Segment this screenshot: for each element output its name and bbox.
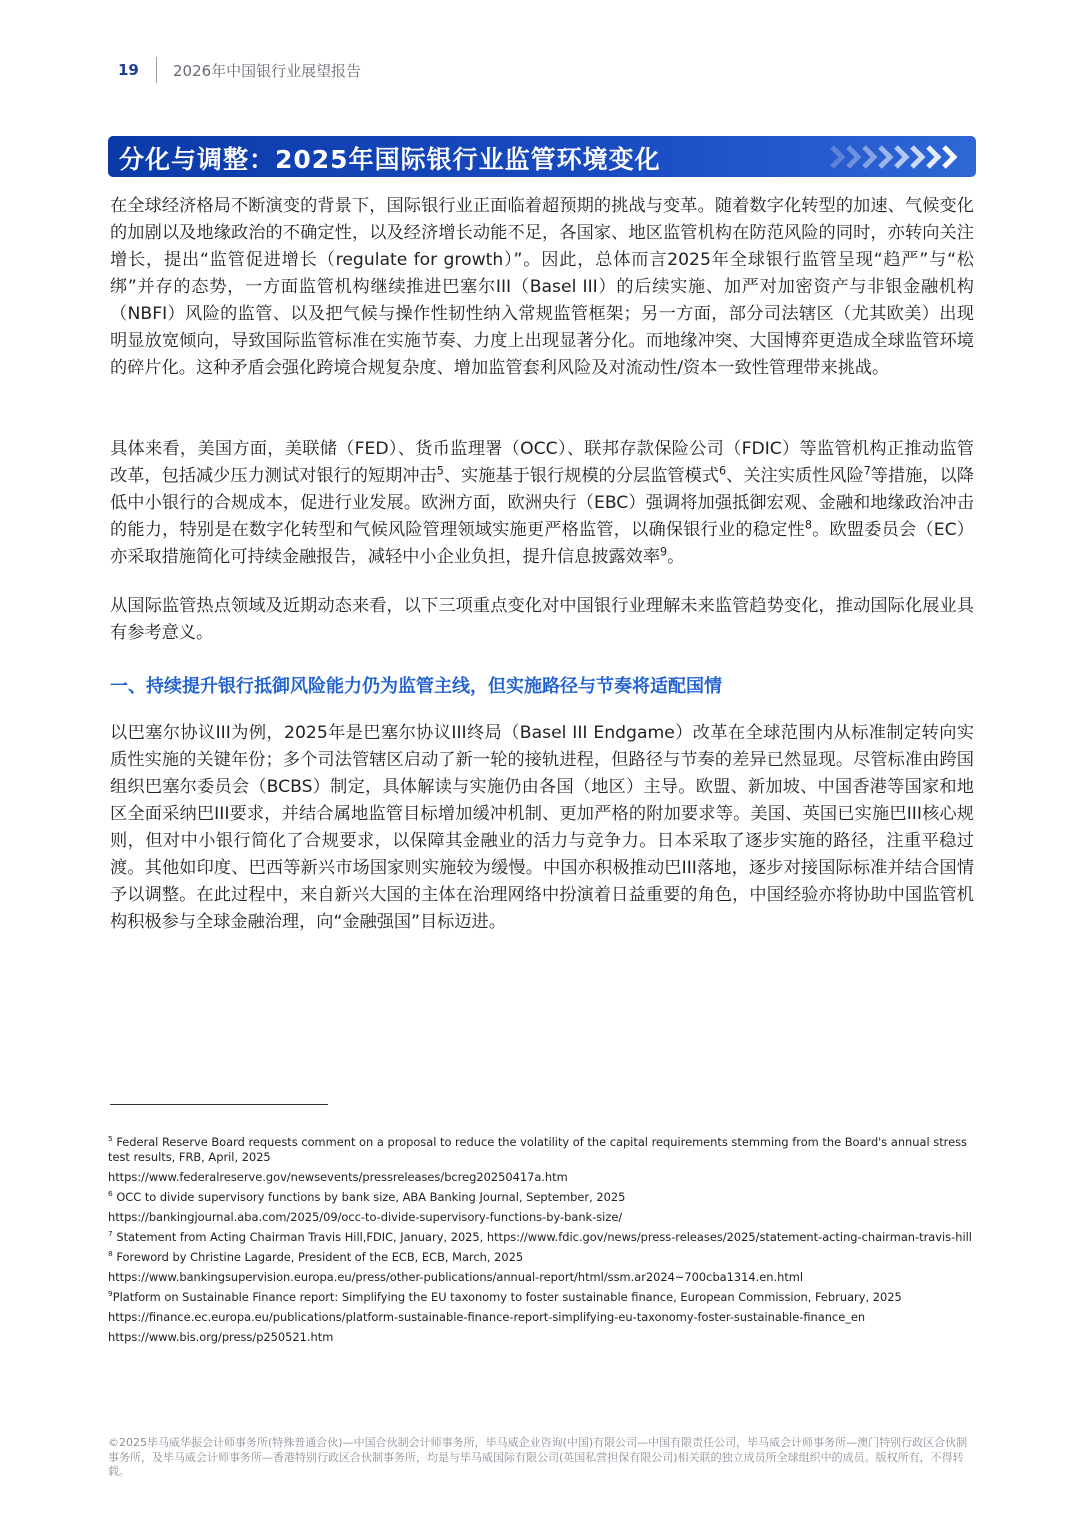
footnote-link[interactable]: https://finance.ec.europa.eu/publications/platform-sustainable-finance-report-simplifying-eu-taxonomy-foster-sustainable-finance_en <box>108 1310 866 1324</box>
report-title: 2026年中国银行业展望报告 <box>173 61 362 80</box>
footnote-item: $^7$ Statement from Acting Chairman Travis Hill,FDIC, January, 2025, https://www.fdic.gov/news/press-releases/2025/statement-acting-chairman-travis-hill <box>108 1229 972 1244</box>
footnotes <box>108 1135 974 1350</box>
footnote-link[interactable]: https://www.bis.org/press/p250521.htm <box>108 1330 334 1344</box>
paragraph-text: 等措施，以降低中小银行的合规成本，促进行业发展。欧洲方面，欧洲央行（EBC）强调将加强抵御宏观、金融和地缘政治冲击的能力，特别是在数字化转型和气候风险管理领域实施更严格监管，以确保银行业的稳定性 <box>110 466 974 540</box>
footnote-item: $^6$ OCC to divide supervisory functions by bank size, ABA Banking Journal, September, 2025 <box>108 1189 626 1204</box>
section-banner <box>108 136 976 177</box>
header-divider <box>156 57 157 83</box>
page-header <box>118 56 361 84</box>
footnote-link[interactable]: https://www.federalreserve.gov/newsevents/pressreleases/bcreg20250417a.htm <box>108 1170 568 1184</box>
footnote-ref: 9 <box>660 545 668 559</box>
footnote-divider <box>110 1104 328 1105</box>
footnote-item: $^5$ Federal Reserve Board requests comment on a proposal to reduce the volatility of the capital requirements stemming from the Board's annual stress test results, FRB, April, 2025 <box>108 1134 967 1164</box>
paragraph-text: 。 <box>667 547 685 567</box>
us-eu-paragraph <box>110 436 974 571</box>
footnote-ref: 8 <box>804 518 812 532</box>
intro-paragraph: 在全球经济格局不断演变的背景下，国际银行业正面临着超预期的挑战与变革。随着数字化转型的加速、气候变化的加剧以及地缘政治的不确定性，以及经济增长动能不足，各国家、地区监管机构在防范风险的同时，亦转向关注增长，提出“监管促进增长（regulate for growth）”。因此，总体而言2025年全球银行监管呈现“趋严”与“松绑”并存的态势，一方面监管机构继续推进巴塞尔III（Basel III）的后续实施、加严对加密资产与非银金融机构（NBFI）风险的监管、以及把气候与操作性韧性纳入常规监管框架；另一方面，部分司法辖区（尤其欧美）出现明显放宽倾向，导致国际监管标准在实施节奏、力度上出现显著分化。而地缘冲突、大国博弈更造成全球监管环境的碎片化。这种矛盾会强化跨境合规复杂度、增加监管套利风险及对流动性/资本一致性管理带来挑战。 <box>110 196 974 378</box>
chevron-arrows-icon <box>832 142 960 172</box>
paragraph-text: 、关注实质性风险 <box>726 466 864 486</box>
paragraph-text: 。欧盟委员会（EC）亦采取措施简化可持续金融报告，减轻中小企业负担，提升信息披露效率 <box>110 520 974 567</box>
footnote-ref: 7 <box>863 464 871 478</box>
footnote-item: $^8$ Foreword by Christine Lagarde, President of the ECB, ECB, March, 2025 <box>108 1249 524 1264</box>
banner-title: 分化与调整：2025年国际银行业监管环境变化 <box>119 145 661 174</box>
basel-paragraph: 以巴塞尔协议III为例，2025年是巴塞尔协议III终局（Basel III Endgame）改革在全球范围内从标准制定转向实质性实施的关键年份；多个司法管辖区启动了新一轮的接轨进程，但路径与节奏的差异已然显现。尽管标准由跨国组织巴塞尔委员会（BCBS）制定，具体解读与实施仍由各国（地区）主导。欧盟、新加坡、中国香港等国家和地区全面采纳巴III要求，并结合属地监管目标增加缓冲机制、更加严格的附加要求等。美国、英国已实施巴III核心规则，但对中小银行简化了合规要求，以保障其金融业的活力与竞争力。日本采取了逐步实施的路径，注重平稳过渡。其他如印度、巴西等新兴市场国家则实施较为缓慢。中国亦积极推动巴III落地，逐步对接国际标准并结合国情予以调整。在此过程中，来自新兴大国的主体在治理网络中扮演着日益重要的角色，中国经验亦将协助中国监管机构积极参与全球金融治理，向“金融强国”目标迈进。 <box>110 723 974 932</box>
footnote-ref: 5 <box>436 464 444 478</box>
footnote-item: $^9$Platform on Sustainable Finance report: Simplifying the EU taxonomy to foster sustainable finance, European Commission, February, 2025 <box>108 1289 902 1304</box>
footnote-link[interactable]: https://www.bankingsupervision.europa.eu/press/other-publications/annual-report/html/ssm.ar2024~700cba1314.en.html <box>108 1270 804 1284</box>
section-heading: 一、持续提升银行抵御风险能力仍为监管主线，但实施路径与节奏将适配国情 <box>110 676 722 697</box>
paragraph-text: 、实施基于银行规模的分层监管模式 <box>443 466 719 486</box>
page-number: 19 <box>118 61 139 79</box>
outlook-paragraph: 从国际监管热点领域及近期动态来看，以下三项重点变化对中国银行业理解未来监管趋势变化，推动国际化展业具有参考意义。 <box>110 596 974 643</box>
paragraph-text: 具体来看，美国方面，美联储（FED）、货币监理署（OCC）、联邦存款保险公司（FDIC）等监管机构正推动监管改革，包括减少压力测试对银行的短期冲击 <box>110 439 974 486</box>
copyright-notice: ©2025毕马威华振会计师事务所(特殊普通合伙)—中国合伙制会计师事务所，毕马威企业咨询(中国)有限公司—中国有限责任公司，毕马威会计师事务所—澳门特别行政区合伙制事务所，及毕马威会计师事务所—香港特别行政区合伙制事务所，均是与毕马威国际有限公司(英国私营担保有限公司)相关联的独立成员所全球组织中的成员。版权所有，不得转载。 <box>108 1436 968 1478</box>
footnote-link[interactable]: https://bankingjournal.aba.com/2025/09/occ-to-divide-supervisory-functions-by-bank-size/ <box>108 1210 623 1224</box>
footnote-ref: 6 <box>719 464 727 478</box>
